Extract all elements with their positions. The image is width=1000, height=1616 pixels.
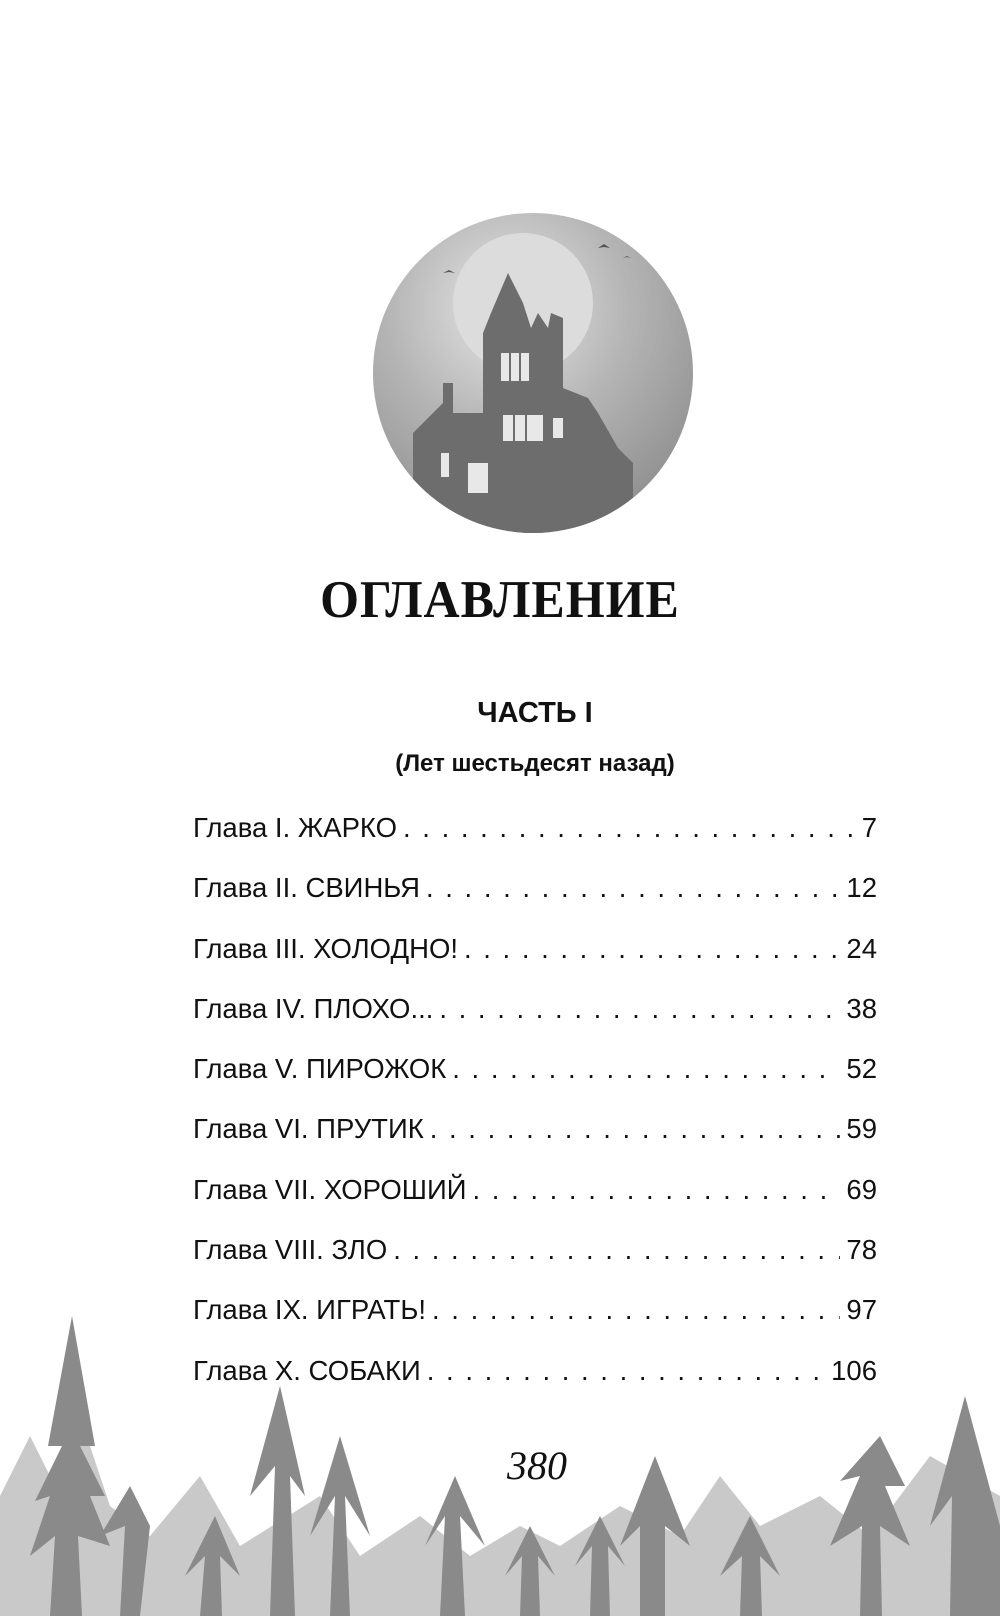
- toc-entry[interactable]: [193, 1053, 877, 1113]
- toc-entry[interactable]: [193, 933, 877, 993]
- chapter-title: Глава IX. ИГРАТЬ!: [193, 1294, 427, 1326]
- chapter-title: Глава V. ПИРОЖОК: [193, 1053, 447, 1085]
- chapter-title: Глава II. СВИНЬЯ: [193, 872, 420, 904]
- chapter-title: Глава IV. ПЛОХО...: [193, 992, 434, 1024]
- dot-leader: [393, 1234, 840, 1266]
- page-ref: 59: [846, 1113, 877, 1145]
- toc-entry[interactable]: [193, 993, 877, 1053]
- chapter-title: Глава VII. ХОРОШИЙ: [193, 1173, 467, 1205]
- part-title: ЧАСТЬ I: [477, 697, 593, 729]
- dot-leader: [403, 812, 856, 844]
- page-ref: 69: [846, 1173, 877, 1205]
- dot-leader: [430, 1113, 841, 1145]
- toc-entry[interactable]: [193, 872, 877, 932]
- dot-leader: [473, 1174, 841, 1206]
- dot-leader: [464, 933, 840, 965]
- page-ref: 24: [846, 932, 877, 964]
- dot-leader: [452, 1053, 840, 1085]
- chapter-title: Глава III. ХОЛОДНО!: [193, 932, 458, 964]
- chapter-title: Глава VIII. ЗЛО: [193, 1234, 388, 1266]
- toc-entry[interactable]: [193, 812, 877, 872]
- page-ref: 38: [846, 992, 877, 1024]
- page-ref: 12: [846, 872, 877, 904]
- chapter-title: Глава I. ЖАРКО: [193, 812, 398, 843]
- toc-entry[interactable]: [193, 1234, 877, 1294]
- chapter-title: Глава VI. ПРУТИК: [193, 1113, 424, 1145]
- part-subtitle: (Лет шестьдесят назад): [395, 750, 675, 777]
- toc-entry[interactable]: [193, 1174, 877, 1234]
- haunted-house-illustration: [373, 213, 693, 533]
- page-ref: 97: [846, 1294, 877, 1326]
- page-ref: 52: [846, 1053, 877, 1085]
- page-ref: 7: [861, 812, 877, 843]
- toc-entry[interactable]: [193, 1113, 877, 1173]
- page-ref: 106: [831, 1354, 877, 1386]
- dot-leader: [439, 993, 840, 1025]
- page-ref: 78: [846, 1234, 877, 1266]
- dot-leader: [426, 872, 840, 904]
- chapter-title: Глава X. СОБАКИ: [193, 1354, 421, 1386]
- page-number: 380: [507, 1443, 567, 1488]
- page-heading: ОГЛАВЛЕНИЕ: [320, 569, 680, 629]
